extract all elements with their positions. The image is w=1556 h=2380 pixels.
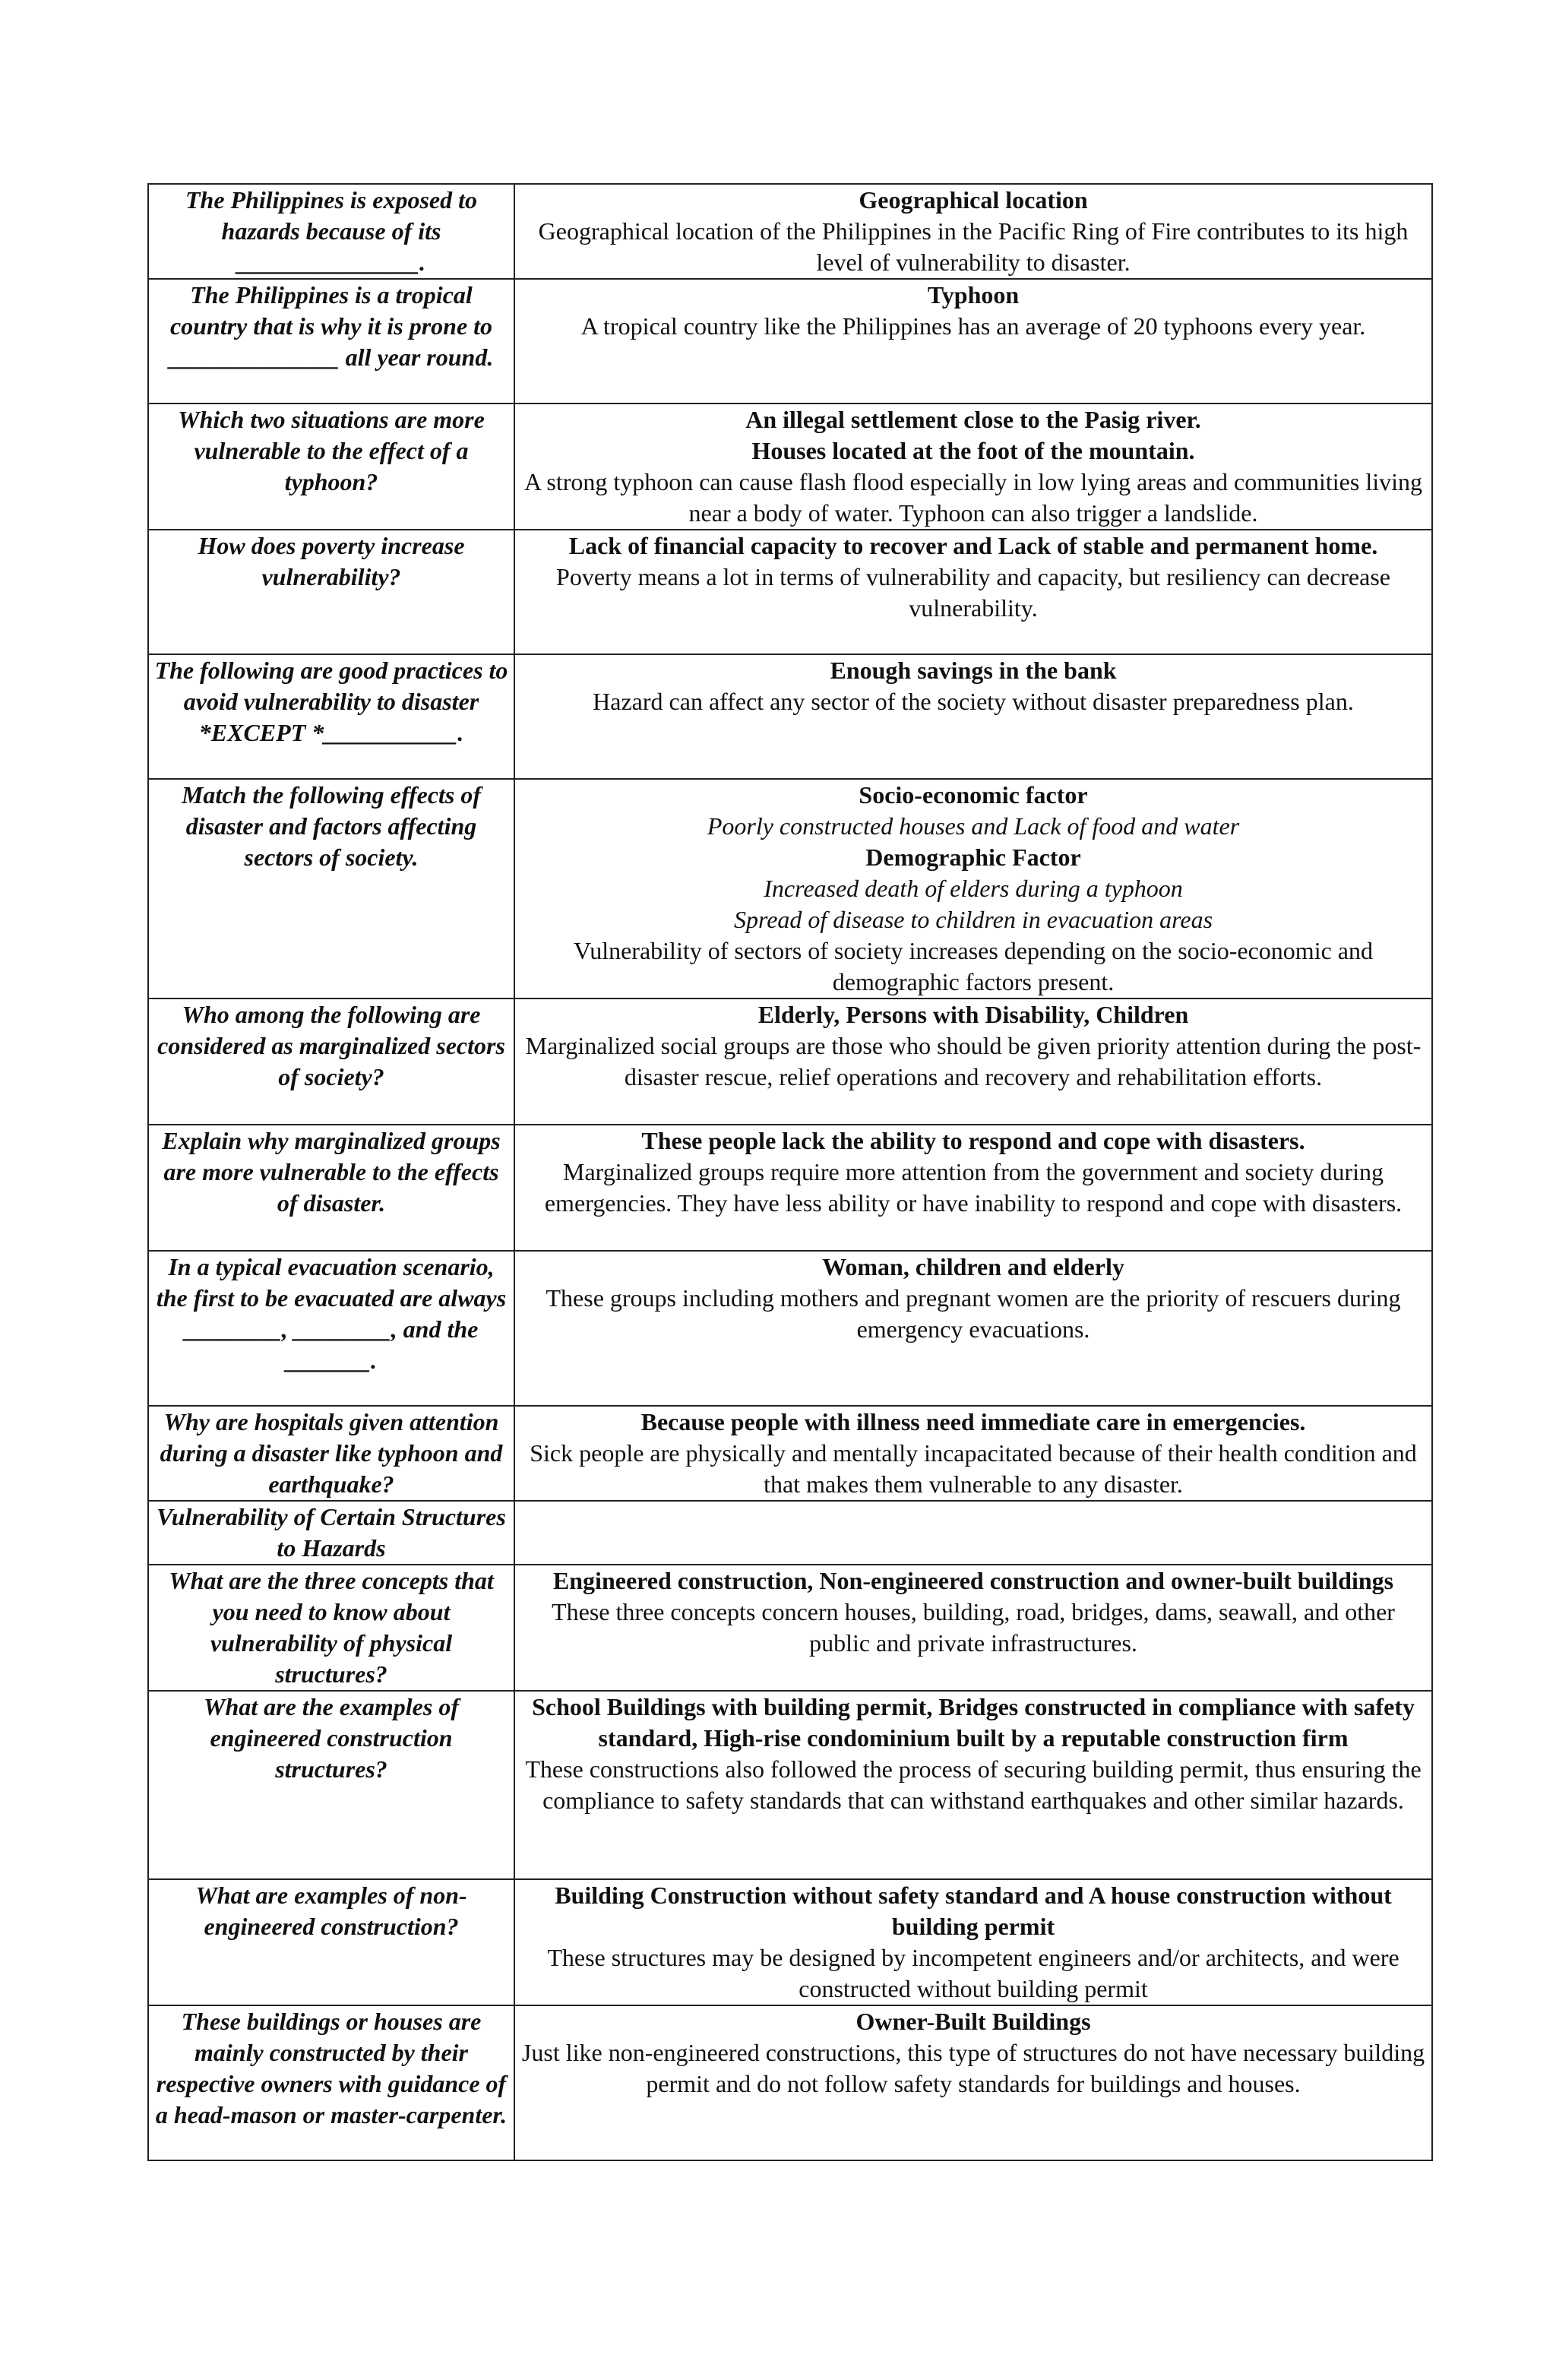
- answer-explanation: A strong typhoon can cause flash flood especially in low lying areas and communities living near a body of water. Typhoon can also trigger a landslide.: [524, 468, 1422, 527]
- answer-heading: Enough savings in the bank: [830, 657, 1117, 684]
- answer-heading: Lack of financial capacity to recover and Lack of stable and permanent home.: [568, 532, 1378, 559]
- answer-cell: [514, 1406, 1432, 1501]
- answer-explanation: These structures may be designed by incompetent engineers and/or architects, and were constructed without building permit: [547, 1944, 1399, 2002]
- question-cell: What are examples of non-engineered construction?: [148, 1879, 514, 2005]
- answer-explanation: These three concepts concern houses, building, road, bridges, dams, seawall, and other public and private infrastructures.: [552, 1598, 1395, 1657]
- answer-heading: These people lack the ability to respond and cope with disasters.: [641, 1127, 1305, 1154]
- table-row: [148, 279, 1432, 404]
- question-cell: Why are hospitals given attention during a disaster like typhoon and earthquake?: [148, 1406, 514, 1501]
- table-row: [148, 2005, 1432, 2160]
- answer-heading: Owner-Built Buildings: [855, 2008, 1091, 2035]
- answer-cell: [514, 1251, 1432, 1406]
- table-row: [148, 1501, 1432, 1565]
- answer-explanation: Vulnerability of sectors of society increases depending on the socio-economic and demographic factors present.: [574, 937, 1373, 995]
- table-row: [148, 1691, 1432, 1879]
- answer-cell: [514, 1691, 1432, 1879]
- answer-cell: [514, 279, 1432, 404]
- answer-cell: [514, 999, 1432, 1125]
- answer-heading: Engineered construction, Non-engineered construction and owner-built buildings: [552, 1567, 1394, 1594]
- answer-example: Poorly constructed houses and Lack of food and water: [707, 812, 1240, 840]
- table-row: [148, 1879, 1432, 2005]
- table-row: [148, 184, 1432, 279]
- answer-explanation: These groups including mothers and pregnant women are the priority of rescuers during emergency evacuations.: [546, 1284, 1401, 1343]
- answer-explanation: These constructions also followed the process of securing building permit, thus ensuring the compliance to safety standards that can withstand earthquakes and other similar hazards.: [525, 1755, 1422, 1814]
- question-answer-table: [147, 183, 1433, 2161]
- answer-explanation: Just like non-engineered constructions, this type of structures do not have necessary building permit and do not follow safety standards for buildings and houses.: [521, 2039, 1425, 2097]
- answer-example: Increased death of elders during a typhoon: [764, 875, 1183, 902]
- answer-heading: Elderly, Persons with Disability, Children: [757, 1001, 1189, 1028]
- answer-cell: [514, 404, 1432, 530]
- question-cell: In a typical evacuation scenario, the first to be evacuated are always ________, ________, and the _______.: [148, 1251, 514, 1406]
- answer-cell: [514, 1879, 1432, 2005]
- answer-explanation: Hazard can affect any sector of the society without disaster preparedness plan.: [593, 688, 1354, 715]
- answer-explanation: Marginalized groups require more attention from the government and society during emergencies. They have less ability or have inability to respond and cope with disasters.: [544, 1158, 1403, 1217]
- table-row: [148, 779, 1432, 999]
- answer-heading: Houses located at the foot of the mountain.: [751, 437, 1195, 464]
- question-cell: What are the three concepts that you need to know about vulnerability of physical structures?: [148, 1565, 514, 1691]
- question-cell: Explain why marginalized groups are more vulnerable to the effects of disaster.: [148, 1125, 514, 1251]
- answer-explanation: Marginalized social groups are those who should be given priority attention during the post-disaster rescue, relief operations and recovery and rehabilitation efforts.: [525, 1032, 1422, 1090]
- answer-cell-empty: [514, 1501, 1432, 1565]
- table-row: [148, 654, 1432, 779]
- question-cell: Match the following effects of disaster and factors affecting sectors of society.: [148, 779, 514, 999]
- question-cell: Which two situations are more vulnerable to the effect of a typhoon?: [148, 404, 514, 530]
- question-cell: The Philippines is exposed to hazards because of its _______________.: [148, 184, 514, 279]
- answer-heading: Because people with illness need immediate care in emergencies.: [640, 1408, 1306, 1435]
- question-cell: The following are good practices to avoid vulnerability to disaster *EXCEPT *___________.: [148, 654, 514, 779]
- answer-cell: [514, 2005, 1432, 2160]
- question-cell: How does poverty increase vulnerability?: [148, 530, 514, 654]
- answer-heading: Geographical location: [859, 186, 1088, 214]
- answer-cell: [514, 779, 1432, 999]
- answer-heading: Demographic Factor: [865, 843, 1081, 871]
- table-row: [148, 530, 1432, 654]
- question-cell: What are the examples of engineered construction structures?: [148, 1691, 514, 1879]
- table-row: [148, 1565, 1432, 1691]
- answer-heading: An illegal settlement close to the Pasig river.: [745, 406, 1201, 433]
- table-row: [148, 1406, 1432, 1501]
- answer-cell: [514, 654, 1432, 779]
- answer-explanation: A tropical country like the Philippines has an average of 20 typhoons every year.: [580, 312, 1366, 340]
- answer-cell: [514, 1565, 1432, 1691]
- answer-explanation: Sick people are physically and mentally incapacitated because of their health condition and that makes them vulnerable to any disaster.: [530, 1439, 1417, 1498]
- answer-cell: [514, 184, 1432, 279]
- answer-heading: Socio-economic factor: [859, 781, 1088, 809]
- answer-heading: School Buildings with building permit, Bridges constructed in compliance with safety standard, High-rise condominium built by a reputable construction firm: [532, 1693, 1415, 1752]
- answer-cell: [514, 530, 1432, 654]
- question-cell: Vulnerability of Certain Structures to Hazards: [148, 1501, 514, 1565]
- answer-heading: Woman, children and elderly: [822, 1253, 1124, 1280]
- answer-example: Spread of disease to children in evacuation areas: [733, 906, 1213, 933]
- answer-explanation: Geographical location of the Philippines in the Pacific Ring of Fire contributes to its high level of vulnerability to disaster.: [538, 217, 1409, 276]
- table-row: [148, 404, 1432, 530]
- question-cell: Who among the following are considered as marginalized sectors of society?: [148, 999, 514, 1125]
- question-cell: The Philippines is a tropical country that is why it is prone to ______________ all year round.: [148, 279, 514, 404]
- answer-cell: [514, 1125, 1432, 1251]
- question-cell: These buildings or houses are mainly constructed by their respective owners with guidance of a head-mason or master-carpenter.: [148, 2005, 514, 2160]
- table-row: [148, 1251, 1432, 1406]
- answer-heading: Building Construction without safety standard and A house construction without building permit: [555, 1882, 1392, 1940]
- table-row: [148, 999, 1432, 1125]
- table-body: [148, 184, 1432, 2160]
- table-row: [148, 1125, 1432, 1251]
- answer-heading: Typhoon: [927, 281, 1020, 309]
- answer-explanation: Poverty means a lot in terms of vulnerability and capacity, but resiliency can decrease vulnerability.: [556, 563, 1390, 622]
